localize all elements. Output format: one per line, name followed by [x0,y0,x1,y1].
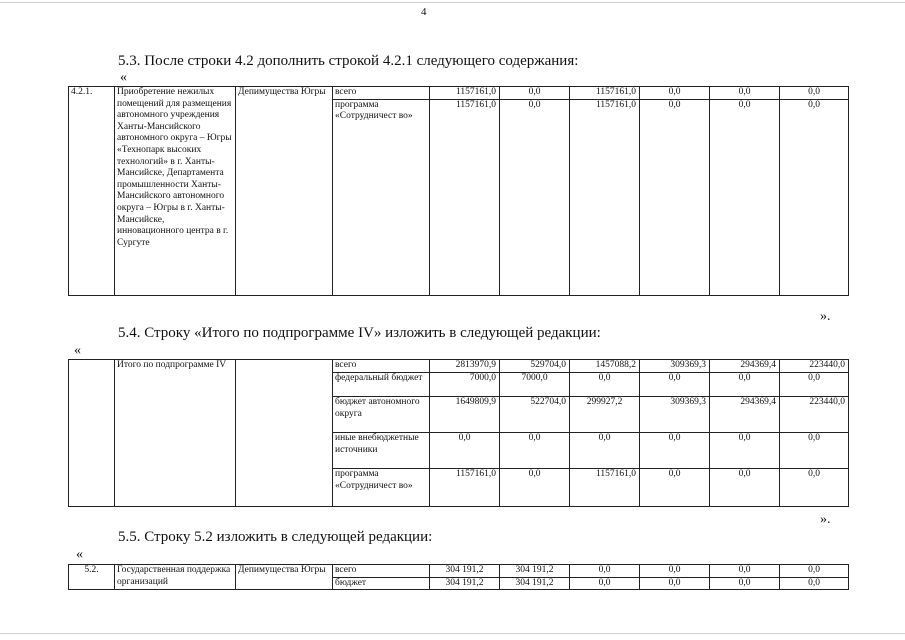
funding-source: программа «Сотрудничест во» [333,469,430,507]
table-row-4-2-1 [68,86,849,296]
value-cell: 1157161,0 [570,87,640,100]
value-cell: 0,0 [570,433,640,469]
value-cell: 0,0 [710,433,780,469]
page-number: 4 [421,6,427,18]
executor: Депимущества Югры [236,87,333,296]
value-cell: 0,0 [780,577,849,590]
value-cell: 0,0 [710,87,780,100]
value-total: 0,0 [430,433,500,469]
funding-source: иные внебюджетные источники [333,433,430,469]
value-cell: 0,0 [710,99,780,295]
value-cell: 0,0 [640,99,710,295]
table-row-5-2 [68,564,849,590]
value-cell: 0,0 [780,469,849,507]
section-5-4-close-quote: ». [820,512,831,527]
table-row [69,360,849,373]
value-total: 1649809,9 [430,397,500,433]
value-cell: 294369,4 [710,397,780,433]
section-5-3-open-quote: « [120,70,127,85]
value-total: 304 191,2 [430,565,500,578]
table-row [69,87,849,100]
value-cell: 223440,0 [780,360,849,373]
row-number: 4.2.1. [69,87,115,296]
row-number [69,360,115,507]
section-5-3-close-quote: ». [820,309,831,324]
value-cell: 0,0 [710,469,780,507]
value-cell: 0,0 [780,373,849,397]
value-cell: 299927,2 [570,397,640,433]
value-cell: 0,0 [710,577,780,590]
section-5-3-heading: 5.3. После строки 4.2 дополнить строкой 4.2.1 следующего содержания: [118,53,579,69]
funding-source: всего [333,87,430,100]
value-cell: 0,0 [710,373,780,397]
value-cell: 0,0 [640,469,710,507]
value-cell: 294369,4 [710,360,780,373]
value-cell: 0,0 [640,577,710,590]
table-total-subprogram-iv [68,359,849,507]
section-5-5-heading: 5.5. Строку 5.2 изложить в следующей редакции: [118,529,433,545]
value-cell: 0,0 [640,87,710,100]
value-cell: 309369,3 [640,397,710,433]
value-cell: 0,0 [570,373,640,397]
value-cell: 304 191,2 [500,577,570,590]
value-total: 304 191,2 [430,577,500,590]
executor: Депимущества Югры [236,565,333,590]
row-number: 5.2. [69,565,115,590]
funding-source: бюджет [333,577,430,590]
funding-source: всего [333,565,430,578]
value-cell: 0,0 [640,433,710,469]
value-cell: 0,0 [500,469,570,507]
value-cell: 522704,0 [500,397,570,433]
measure-name: Итого по подпрограмме IV [115,360,236,507]
section-5-4-open-quote: « [74,343,81,358]
value-total: 2813970,9 [430,360,500,373]
funding-source: программа «Сотрудничест во» [333,99,430,295]
measure-name: Государственная поддержка организаций [115,565,236,590]
section-5-4-heading: 5.4. Строку «Итого по подпрограмме IV» изложить в следующей редакции: [118,325,601,341]
value-cell: 0,0 [640,373,710,397]
value-cell: 529704,0 [500,360,570,373]
value-total: 1157161,0 [430,469,500,507]
value-total: 7000,0 [430,373,500,397]
executor [236,360,333,507]
funding-source: всего [333,360,430,373]
funding-source: федеральный бюджет [333,373,430,397]
value-cell: 0,0 [780,565,849,578]
value-total: 1157161,0 [430,99,500,295]
value-cell: 0,0 [710,565,780,578]
value-cell: 304 191,2 [500,565,570,578]
section-5-5-open-quote: « [76,547,83,562]
value-cell: 0,0 [780,99,849,295]
value-total: 1157161,0 [430,87,500,100]
value-cell: 0,0 [780,87,849,100]
table-row [69,565,849,578]
value-cell: 0,0 [500,433,570,469]
value-cell: 1457088,2 [570,360,640,373]
value-cell: 223440,0 [780,397,849,433]
value-cell: 0,0 [640,565,710,578]
value-cell: 7000,0 [500,373,570,397]
value-cell: 0,0 [500,87,570,100]
value-cell: 1157161,0 [570,469,640,507]
value-cell: 0,0 [500,99,570,295]
value-cell: 0,0 [570,577,640,590]
page-top-edge [0,2,905,3]
page-bottom-edge [0,633,905,634]
value-cell: 0,0 [570,565,640,578]
value-cell: 309369,3 [640,360,710,373]
funding-source: бюджет автономного округа [333,397,430,433]
value-cell: 1157161,0 [570,99,640,295]
value-cell: 0,0 [780,433,849,469]
measure-name: Приобретение нежилых помещений для размещения автономного учреждения Ханты-Мансийского автономного округа – Югры «Технопарк высоких технологий» в г. Ханты-Мансийске, Департамента промышленности Ханты-Мансийского автономного округа – Югры в г. Ханты-Мансийске, инновационного центра в г. Сургуте [115,87,236,296]
